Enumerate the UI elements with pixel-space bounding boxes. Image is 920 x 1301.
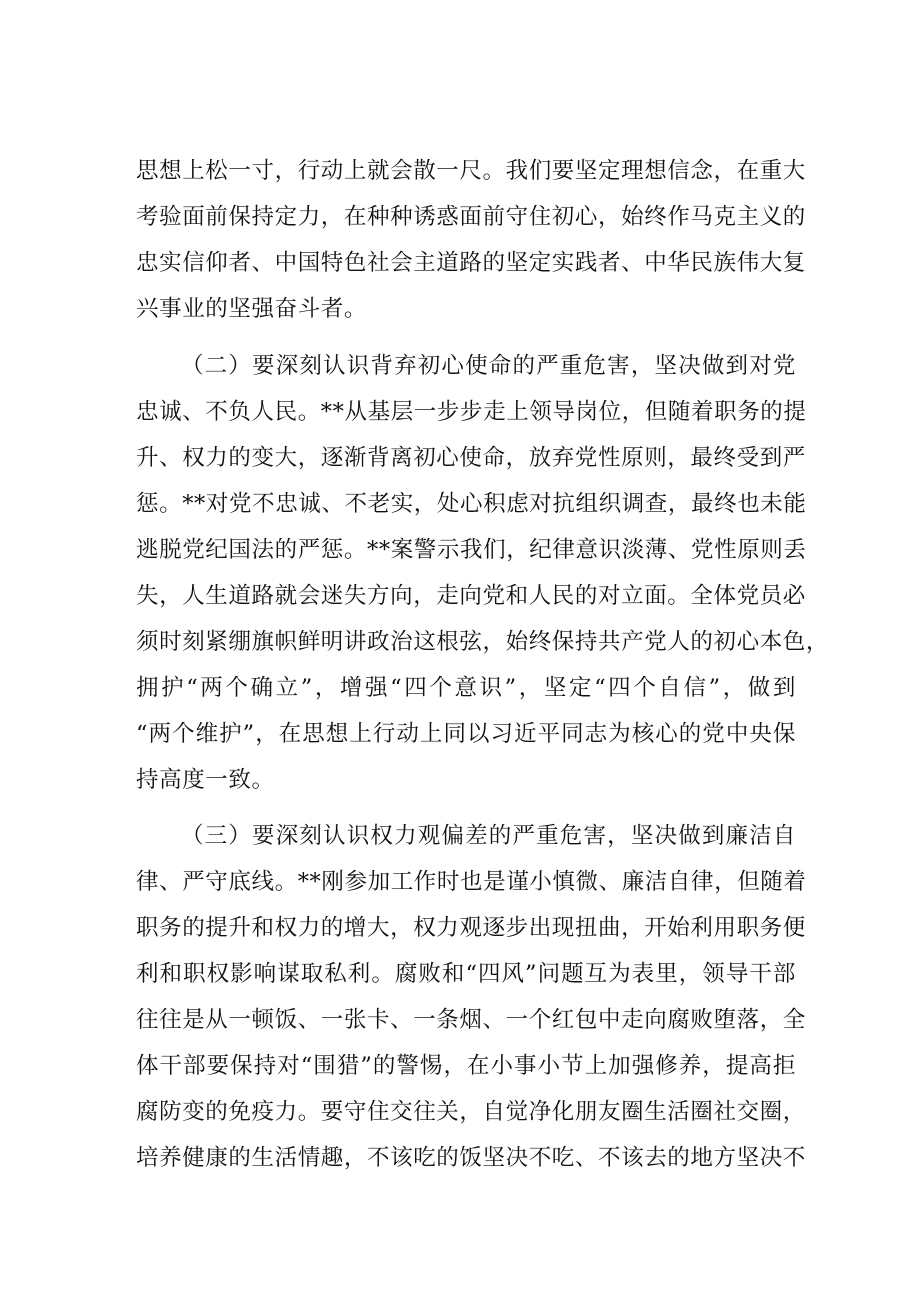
paragraph-3 — [136, 814, 807, 1182]
paragraph-line: 忠实信仰者、中国特色社会主道路的坚定实践者、中华民族伟大复 — [136, 250, 806, 276]
paragraph-line: 体干部要保持对“围猎”的警惕，在小事小节上加强修养，提高拒 — [136, 1053, 796, 1079]
paragraph-line: 逃脱党纪国法的严惩。**案警示我们，纪律意识淡薄、党性原则丢 — [136, 537, 807, 563]
paragraph-line: 思想上松一寸，行动上就会散一尺。我们要坚定理想信念，在重大 — [136, 158, 806, 184]
paragraph-line: “两个维护”，在思想上行动上同以习近平同志为核心的党中央保 — [136, 721, 796, 747]
paragraph-line: 持高度一致。 — [136, 767, 275, 793]
paragraph-line: （三）要深刻认识权力观偏差的严重危害，坚决做到廉洁自 — [181, 823, 796, 849]
paragraph-2 — [136, 344, 830, 804]
paragraph-line: 培养健康的生活情趣，不该吃的饭坚决不吃、不该去的地方坚决不 — [136, 1145, 806, 1171]
paragraph-line: 职务的提升和权力的增大，权力观逐步出现扭曲，开始利用职务便 — [136, 915, 806, 941]
paragraph-line: 惩。**对党不忠诚、不老实，处心积虑对抗组织调查，最终也未能 — [136, 491, 807, 517]
paragraph-line: 拥护“两个确立”，增强“四个意识”，坚定“四个自信”，做到 — [136, 675, 796, 701]
paragraph-line: 失，人生道路就会迷失方向，走向党和人民的对立面。全体党员必 — [136, 583, 806, 609]
paragraph-line: 利和职权影响谋取私利。腐败和“四风”问题互为表里，领导干部 — [136, 961, 796, 987]
paragraph-line: 须时刻紧绷旗帜鲜明讲政治这根弦，始终保持共产党人的初心本色， — [136, 629, 830, 655]
paragraph-line: （二）要深刻认识背弃初心使命的严重危害，坚决做到对党 — [181, 353, 796, 379]
paragraph-line: 升、权力的变大，逐渐背离初心使命，放弃党性原则，最终受到严 — [136, 445, 806, 471]
paragraph-line: 忠诚、不负人民。**从基层一步步走上领导岗位，但随着职务的提 — [136, 399, 807, 425]
paragraph-line: 兴事业的坚强奋斗者。 — [136, 296, 368, 322]
paragraph-line: 往往是从一顿饭、一张卡、一条烟、一个红包中走向腐败堕落，全 — [136, 1007, 806, 1033]
document-body — [136, 149, 830, 1171]
paragraph-1 — [136, 149, 806, 331]
paragraph-line: 考验面前保持定力，在种种诱惑面前守住初心，始终作马克主义的 — [136, 204, 806, 230]
paragraph-line: 律、严守底线。**刚参加工作时也是谨小慎微、廉洁自律，但随着 — [136, 869, 807, 895]
paragraph-line: 腐防变的免疫力。要守住交往关，自觉净化朋友圈生活圈社交圈， — [136, 1099, 806, 1125]
